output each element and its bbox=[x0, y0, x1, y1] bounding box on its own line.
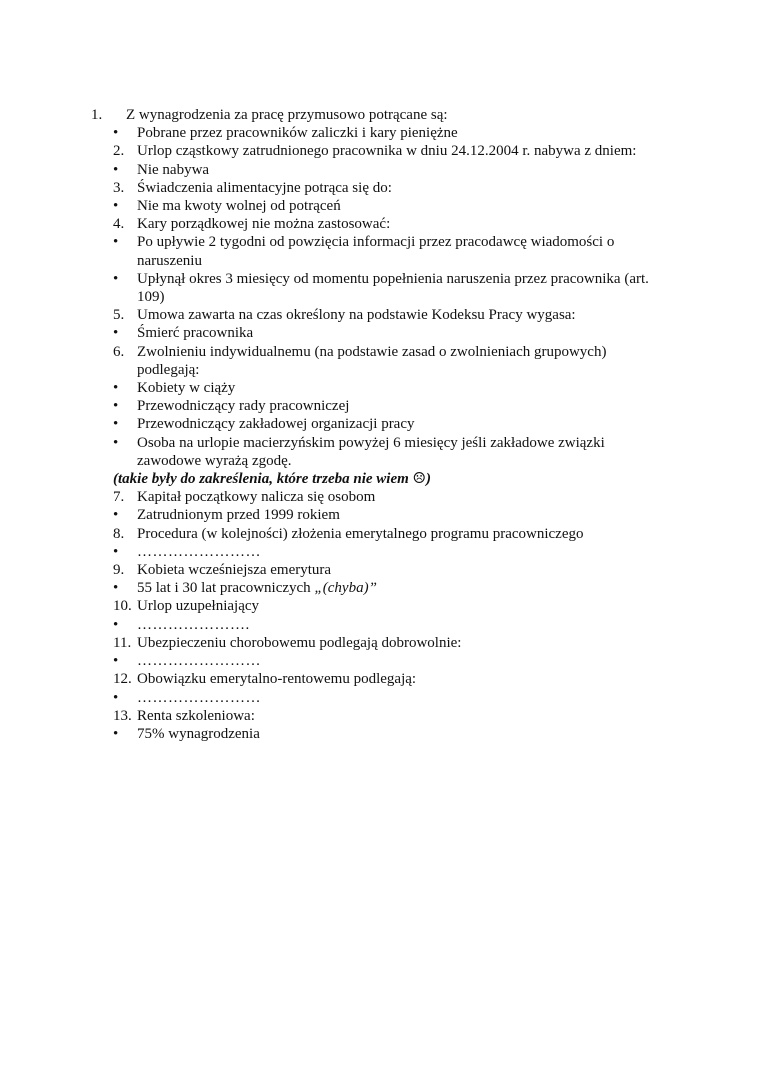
bullet-icon: • bbox=[113, 507, 119, 524]
list-item bbox=[0, 124, 657, 142]
bullet-icon: • bbox=[113, 125, 119, 142]
bullet-icon: • bbox=[113, 416, 119, 433]
list-item bbox=[0, 415, 657, 433]
item-number: 1. bbox=[91, 107, 103, 123]
item-text: Upłynął okres 3 miesięcy od momentu popełnienia naruszenia przez pracownika (art. 109) bbox=[137, 270, 649, 306]
item-text: 55 lat i 30 lat pracowniczych bbox=[137, 580, 311, 597]
item-text: Umowa zawarta na czas określony na podstawie Kodeksu Pracy wygasa: bbox=[137, 307, 576, 324]
list-item bbox=[0, 306, 657, 324]
item-number: 6. bbox=[113, 343, 125, 360]
list-item bbox=[0, 142, 657, 160]
list-item bbox=[0, 634, 657, 652]
uncertain-note: „(chyba)” bbox=[314, 580, 377, 597]
list-item bbox=[0, 233, 657, 269]
bullet-icon: • bbox=[113, 725, 119, 742]
item-text: Zwolnieniu indywidualnemu (na podstawie zasad o zwolnieniach grupowych) podlegają: bbox=[137, 343, 607, 378]
list-item bbox=[0, 324, 657, 342]
list-item bbox=[0, 106, 646, 124]
bullet-icon: • bbox=[113, 198, 119, 215]
item-text: …………………… bbox=[137, 689, 261, 706]
list-item bbox=[0, 725, 657, 743]
list-item bbox=[0, 707, 657, 725]
item-text: Świadczenia alimentacyjne potrąca się do: bbox=[137, 179, 392, 196]
list-item bbox=[0, 616, 657, 634]
item-text: Osoba na urlopie macierzyńskim powyżej 6 miesięcy jeśli zakładowe związki zawodowe wyrażą zgodę. bbox=[137, 434, 605, 469]
item-text: Procedura (w kolejności) złożenia emerytalnego programu pracowniczego bbox=[137, 525, 584, 542]
bullet-icon: • bbox=[113, 653, 119, 670]
list-item bbox=[0, 397, 657, 415]
item-text: Kapitał początkowy nalicza się osobom bbox=[137, 489, 376, 506]
item-text: Obowiązku emerytalno-rentowemu podlegają: bbox=[137, 671, 417, 688]
bullet-icon: • bbox=[113, 325, 119, 342]
bullet-icon: • bbox=[113, 689, 119, 706]
list-item bbox=[0, 506, 657, 524]
list-item bbox=[0, 525, 657, 543]
list-item bbox=[0, 543, 657, 561]
list-item bbox=[0, 670, 657, 688]
list-item bbox=[0, 270, 657, 306]
item-text: Kobieta wcześniejsza emerytura bbox=[137, 562, 332, 579]
bullet-icon: • bbox=[113, 161, 119, 178]
bullet-icon: • bbox=[113, 434, 119, 451]
item-text: Ubezpieczeniu chorobowemu podlegają dobrowolnie: bbox=[137, 634, 462, 651]
bullet-icon: • bbox=[113, 380, 119, 397]
item-text: Zatrudnionym przed 1999 rokiem bbox=[137, 507, 340, 524]
item-text: Nie ma kwoty wolnej od potrąceń bbox=[137, 198, 341, 215]
item-number: 11. bbox=[113, 634, 132, 651]
item-number: 12. bbox=[113, 671, 132, 688]
list-item bbox=[0, 488, 657, 506]
bullet-icon: • bbox=[113, 580, 119, 597]
bullet-icon: • bbox=[113, 543, 119, 560]
item-number: 2. bbox=[113, 143, 125, 160]
list-item bbox=[0, 343, 657, 379]
item-number: 10. bbox=[113, 598, 132, 615]
item-number: 9. bbox=[113, 562, 125, 579]
item-text: Urlop uzupełniający bbox=[137, 598, 260, 615]
list-item bbox=[0, 579, 657, 597]
item-number: 3. bbox=[113, 179, 125, 196]
item-text: Pobrane przez pracowników zaliczki i kary pieniężne bbox=[137, 125, 458, 142]
bullet-icon: • bbox=[113, 398, 119, 415]
item-text: …………………… bbox=[137, 653, 261, 670]
item-text: Śmierć pracownika bbox=[137, 325, 254, 342]
bullet-icon: • bbox=[113, 234, 119, 251]
item-number: 13. bbox=[113, 707, 132, 724]
item-text: Przewodniczący zakładowej organizacji pracy bbox=[137, 416, 415, 433]
item-number: 8. bbox=[113, 525, 125, 542]
item-text: …………………… bbox=[137, 543, 261, 560]
item-text: 75% wynagrodzenia bbox=[137, 725, 260, 742]
item-text: Kary porządkowej nie można zastosować: bbox=[137, 216, 391, 233]
item-text: Renta szkoleniowa: bbox=[137, 707, 255, 724]
list-item bbox=[0, 197, 657, 215]
list-item bbox=[0, 561, 657, 579]
item-number: 4. bbox=[113, 216, 125, 233]
item-number: 5. bbox=[113, 307, 125, 324]
list-item bbox=[0, 434, 657, 470]
list-item bbox=[0, 597, 657, 615]
item-number: 7. bbox=[113, 489, 125, 506]
list-item bbox=[0, 379, 657, 397]
item-text: …………………. bbox=[137, 616, 250, 633]
list-item bbox=[0, 161, 657, 179]
bullet-icon: • bbox=[113, 616, 119, 633]
list-item bbox=[0, 652, 657, 670]
item-text: Przewodniczący rady pracowniczej bbox=[137, 398, 350, 415]
item-text: Urlop cząstkowy zatrudnionego pracownika w dniu 24.12.2004 r. nabywa z dniem: bbox=[137, 143, 637, 160]
item-text: Po upływie 2 tygodni od powzięcia informacji przez pracodawcę wiadomości o naruszeniu bbox=[137, 234, 615, 269]
item-text: Z wynagrodzenia za pracę przymusowo potrącane są: bbox=[126, 107, 448, 123]
document-page bbox=[0, 106, 760, 743]
list-item bbox=[0, 689, 657, 707]
bullet-icon: • bbox=[113, 270, 119, 287]
list-item bbox=[0, 179, 657, 197]
list-item bbox=[0, 215, 657, 233]
note-text: (takie były do zakreślenia, które trzeba nie wiem ☹) bbox=[113, 471, 431, 488]
item-text: Kobiety w ciąży bbox=[137, 380, 236, 397]
item-text: Nie nabywa bbox=[137, 161, 210, 178]
